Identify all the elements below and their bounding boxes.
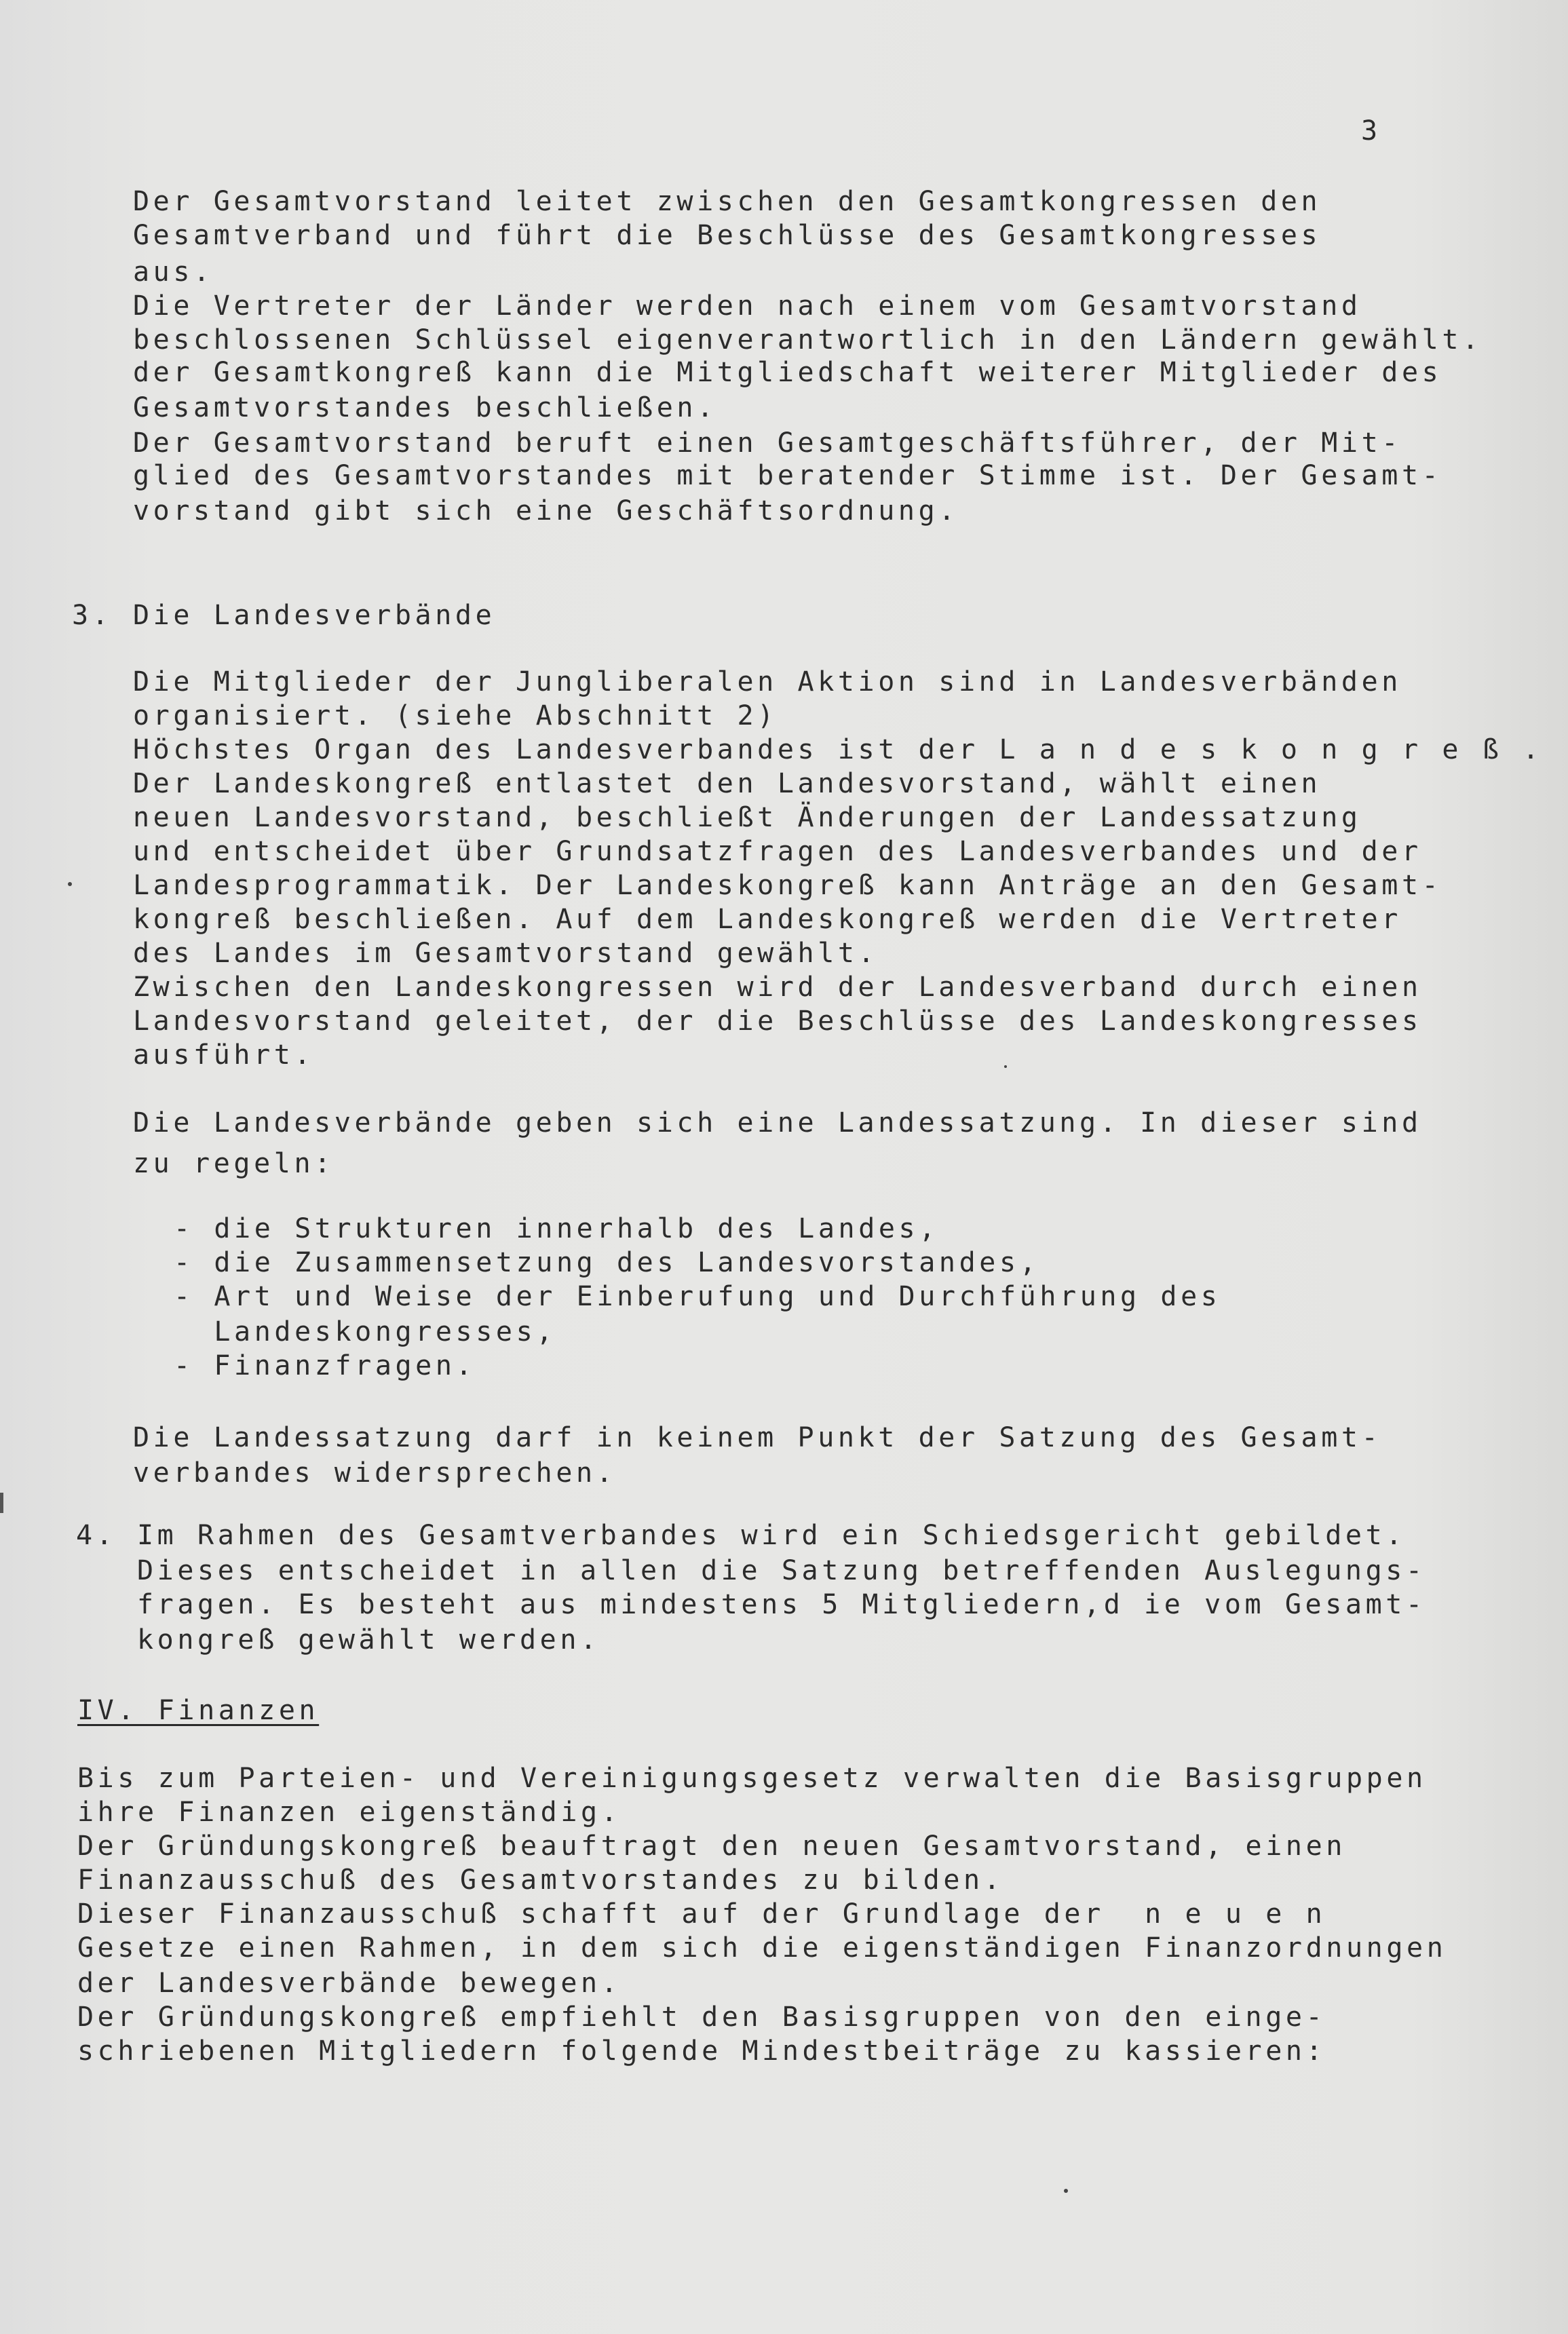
text-line: des Landes im Gesamtvorstand gewählt.: [133, 938, 879, 969]
page-edge-mark: [0, 1493, 3, 1513]
text-line: glied des Gesamtvorstandes mit beratender Stimme ist. Der Gesamt-: [133, 460, 1442, 491]
text-line: ihre Finanzen eigenständig.: [77, 1797, 622, 1828]
text-line: Finanzausschuß des Gesamtvorstandes zu bilden.: [77, 1864, 1004, 1896]
paper-speck: [68, 882, 72, 886]
text-line: Landesvorstand geleitet, der die Beschlüsse des Landeskongresses: [133, 1006, 1422, 1037]
text-line: neuen Landesvorstand, beschließt Änderungen der Landessatzung: [133, 802, 1362, 833]
text-line: Bis zum Parteien- und Vereinigungsgesetz verwalten die Basisgruppen: [77, 1763, 1427, 1794]
text-line: Gesamtvorstandes beschließen.: [133, 392, 717, 423]
text-line: organisiert. (siehe Abschnitt 2): [133, 700, 778, 731]
text-line: kongreß gewählt werden.: [137, 1624, 600, 1656]
list-item: - Finanzfragen.: [174, 1350, 476, 1381]
text-line: Gesetze einen Rahmen, in dem sich die eigenständigen Finanzordnungen: [77, 1932, 1447, 1964]
text-line: schriebenen Mitgliedern folgende Mindestbeiträge zu kassieren:: [77, 2035, 1326, 2067]
list-item: Landeskongresses,: [174, 1316, 556, 1347]
text-line: vorstand gibt sich eine Geschäftsordnung.: [133, 495, 959, 527]
text-line: Gesamtverband und führt die Beschlüsse des Gesamtkongresses: [133, 220, 1322, 251]
section-title: Die Landesverbände: [133, 600, 496, 631]
text-line: der Landesverbände bewegen.: [77, 1968, 622, 1999]
text-line: Die Mitglieder der Jungliberalen Aktion sind in Landesverbänden: [133, 666, 1402, 697]
list-item: - die Zusammensetzung des Landesvorstandes,: [174, 1247, 1040, 1278]
text-line: der Gesamtkongreß kann die Mitgliedschaft weiterer Mitglieder des: [133, 357, 1442, 388]
text-line: beschlossenen Schlüssel eigenverantwortlich in den Ländern gewählt.: [133, 324, 1483, 356]
text-line: fragen. Es besteht aus mindestens 5 Mitgliedern,d ie vom Gesamt-: [137, 1589, 1426, 1620]
section-number: 3.: [72, 600, 113, 631]
section-number: 4.: [76, 1520, 117, 1551]
text-line: und entscheidet über Grundsatzfragen des Landesverbandes und der: [133, 836, 1422, 867]
text-line: kongreß beschließen. Auf dem Landeskongreß werden die Vertreter: [133, 904, 1402, 935]
text-line: Dieser Finanzausschuß schafft auf der Grundlage der n e u e n: [77, 1898, 1326, 1930]
text-line: Im Rahmen des Gesamtverbandes wird ein Schiedsgericht gebildet.: [137, 1520, 1406, 1551]
paper-speck: [1004, 1065, 1007, 1068]
section-heading: IV. Finanzen: [77, 1695, 320, 1726]
text-line: Landesprogrammatik. Der Landeskongreß kann Anträge an den Gesamt-: [133, 870, 1442, 901]
text-line: Der Gründungskongreß beauftragt den neuen Gesamtvorstand, einen: [77, 1831, 1346, 1862]
text-line: Der Gesamtvorstand leitet zwischen den Gesamtkongressen den: [133, 186, 1322, 217]
list-item: - die Strukturen innerhalb des Landes,: [174, 1213, 939, 1244]
text-line: Die Landessatzung darf in keinem Punkt der Satzung des Gesamt-: [133, 1422, 1382, 1453]
text-line: Der Gründungskongreß empfiehlt den Basisgruppen von den einge-: [77, 2002, 1326, 2033]
text-line: zu regeln:: [133, 1148, 334, 1179]
text-line: Der Gesamtvorstand beruft einen Gesamtgeschäftsführer, der Mit-: [133, 427, 1402, 459]
paper-speck: [1064, 2189, 1068, 2193]
text-line: Die Landesverbände geben sich eine Landessatzung. In dieser sind: [133, 1107, 1422, 1139]
list-item: - Art und Weise der Einberufung und Durchführung des: [174, 1281, 1221, 1312]
text-line: Der Landeskongreß entlastet den Landesvorstand, wählt einen: [133, 768, 1322, 799]
text-line: Höchstes Organ des Landesverbandes ist der L a n d e s k o n g r e ß .: [133, 734, 1543, 765]
text-line: Dieses entscheidet in allen die Satzung betreffenden Auslegungs-: [137, 1555, 1426, 1586]
text-line: verbandes widersprechen.: [133, 1457, 617, 1489]
page-number: 3: [1361, 115, 1378, 147]
text-line: ausführt.: [133, 1039, 315, 1071]
text-line: Zwischen den Landeskongressen wird der Landesverband durch einen: [133, 972, 1422, 1003]
text-line: Die Vertreter der Länder werden nach einem vom Gesamtvorstand: [133, 290, 1362, 322]
text-line: aus.: [133, 256, 214, 288]
